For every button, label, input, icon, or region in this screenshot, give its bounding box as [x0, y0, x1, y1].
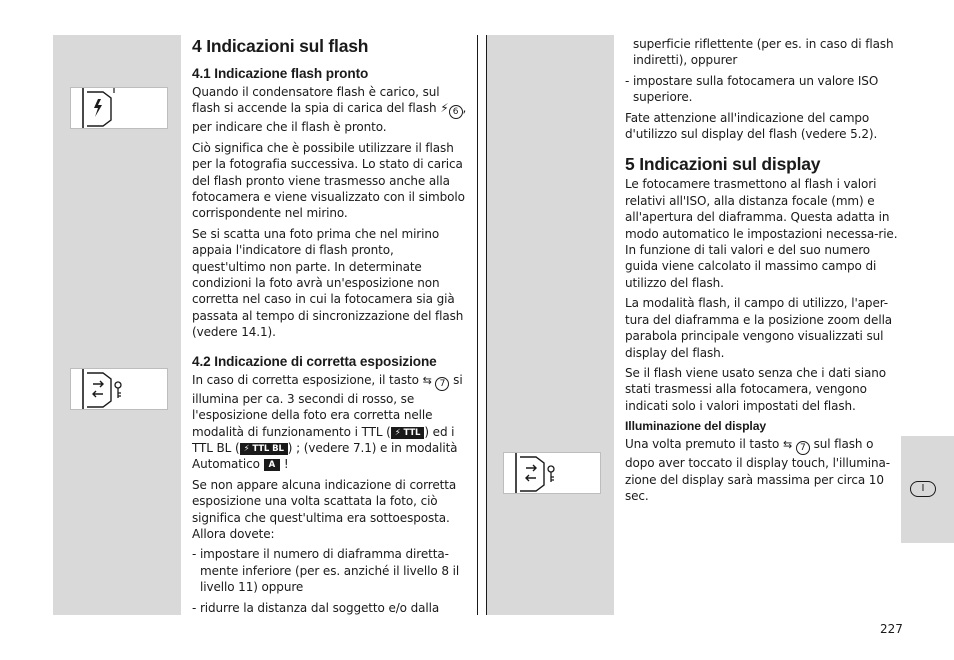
auto-mode-badge: A	[264, 459, 280, 471]
s5-paragraph-1: Le fotocamere trasmettono al flash i valori relativi all'ISO, alla distanza focale (mm) e all'apertura del diaframma. Questa adatta in modo automatico le impostazioni necessa-rie. In funzione di tali valori e del suo numero guida viene calcolato il massimo campo di utilizzo del flash.	[625, 177, 898, 290]
ttl-bl-mode-badge: ⚡ TTL BL	[240, 443, 288, 455]
exposure-key-icon	[71, 369, 167, 409]
ref-number-7: 7	[435, 377, 449, 391]
s5-paragraph-3: Se il flash viene usato senza che i dati siano stati trasmessi alla fotocamera, vengono indicati solo i valori impostati del flash.	[625, 365, 886, 413]
display-key-icon	[504, 453, 600, 493]
s5-paragraph-2: La modalità flash, il campo di utilizzo, l'aper-tura del diaframma e la posizione zoom della parabola principale vengono visualizzati sul display del flash.	[625, 296, 893, 360]
s5-paragraph-4: Una volta premuto il tasto ⇆ 7 sul flash o dopo aver toccato il display touch, l'illumina-zione del display sarà massima per circa 10 sec.	[625, 437, 891, 503]
section-4-2-title: 4.2 Indicazione di corretta esposizione	[192, 353, 437, 369]
s41-paragraph-1: Quando il condensatore flash è carico, sul flash si accende la spia di carica del flash ⚡ 6 , per indicare che il flash è pronto.	[192, 85, 467, 135]
s42-list-item-1: - impostare il numero di diaframma diretta-mente inferiore (per es. anziché il livello 8 il livello 11) oppure	[192, 547, 460, 595]
ref-number-7: 7	[796, 441, 810, 455]
continued-paragraph-2: Fate attenzione all'indicazione del campo d'utilizzo sul display del flash (vedere 5.2).	[625, 110, 878, 142]
display-illumination-figure	[503, 452, 601, 494]
s41-paragraph-2: Ciò significa che è possibile utilizzare il flash per la fotografia successiva. Lo stato di carica del flash pronto viene trasmesso anche alla fotocamera e viene visualizzato con il simbolo corrispondente nel mirino.	[192, 140, 465, 221]
s42-paragraph-2: Se non appare alcuna indicazione di corretta esposizione una volta scattata la foto, ciò significa che quest'ultima era sottoesposta. Allora dovete:	[192, 477, 457, 541]
right-text-column	[625, 36, 899, 508]
flash-ready-figure	[70, 87, 168, 129]
section-5-title: 5 Indicazioni sul display	[625, 154, 821, 175]
column-divider-right	[486, 35, 487, 615]
page-number: 227	[880, 622, 903, 636]
ref-number-6: 6	[449, 105, 463, 119]
right-margin-band	[486, 35, 614, 615]
left-text-column	[192, 36, 469, 620]
language-tab-label: I	[910, 481, 936, 497]
continued-paragraph: superficie riflettente (per es. in caso di flash indiretti), oppurer	[633, 37, 894, 68]
section-4-title: 4 Indicazioni sul flash	[192, 36, 369, 56]
s42-paragraph-1: In caso di corretta esposizione, il tasto ⇆ 7 si illumina per ca. 3 secondi di rosso, se l'esposizione della foto era corretta nelle modalità di funzionamento i TTL ( ⚡ TTL ) ed i TTL BL ( ⚡ TTL BL ) ; (vedere 7.1) e in modalità Automatico A !	[192, 372, 463, 472]
swap-arrows-icon: ⇆	[422, 373, 432, 387]
continued-list-item: - impostare sulla fotocamera un valore ISO superiore.	[625, 73, 879, 105]
section-4-1-title: 4.1 Indicazione flash pronto	[192, 66, 369, 81]
flash-ready-icon	[71, 88, 167, 128]
flash-bolt-icon: ⚡	[440, 101, 449, 116]
s42-list-item-2: - ridurre la distanza dal soggetto e/o dalla	[192, 600, 440, 615]
column-divider-left	[477, 35, 478, 615]
exposure-figure	[70, 368, 168, 410]
display-illumination-subtitle: Illuminazione del display	[625, 419, 767, 434]
swap-arrows-icon: ⇆	[783, 438, 793, 452]
ttl-mode-badge: ⚡ TTL	[391, 427, 425, 439]
s41-paragraph-3: Se si scatta una foto prima che nel mirino appaia l'indicatore di flash pronto, quest'ultimo non parte. In determinate condizioni la foto avrà un'esposizione non corretta nel caso in cui la fotocamera sia già passata al tempo di sincronizzazione del flash (vedere 14.1).	[192, 226, 464, 340]
